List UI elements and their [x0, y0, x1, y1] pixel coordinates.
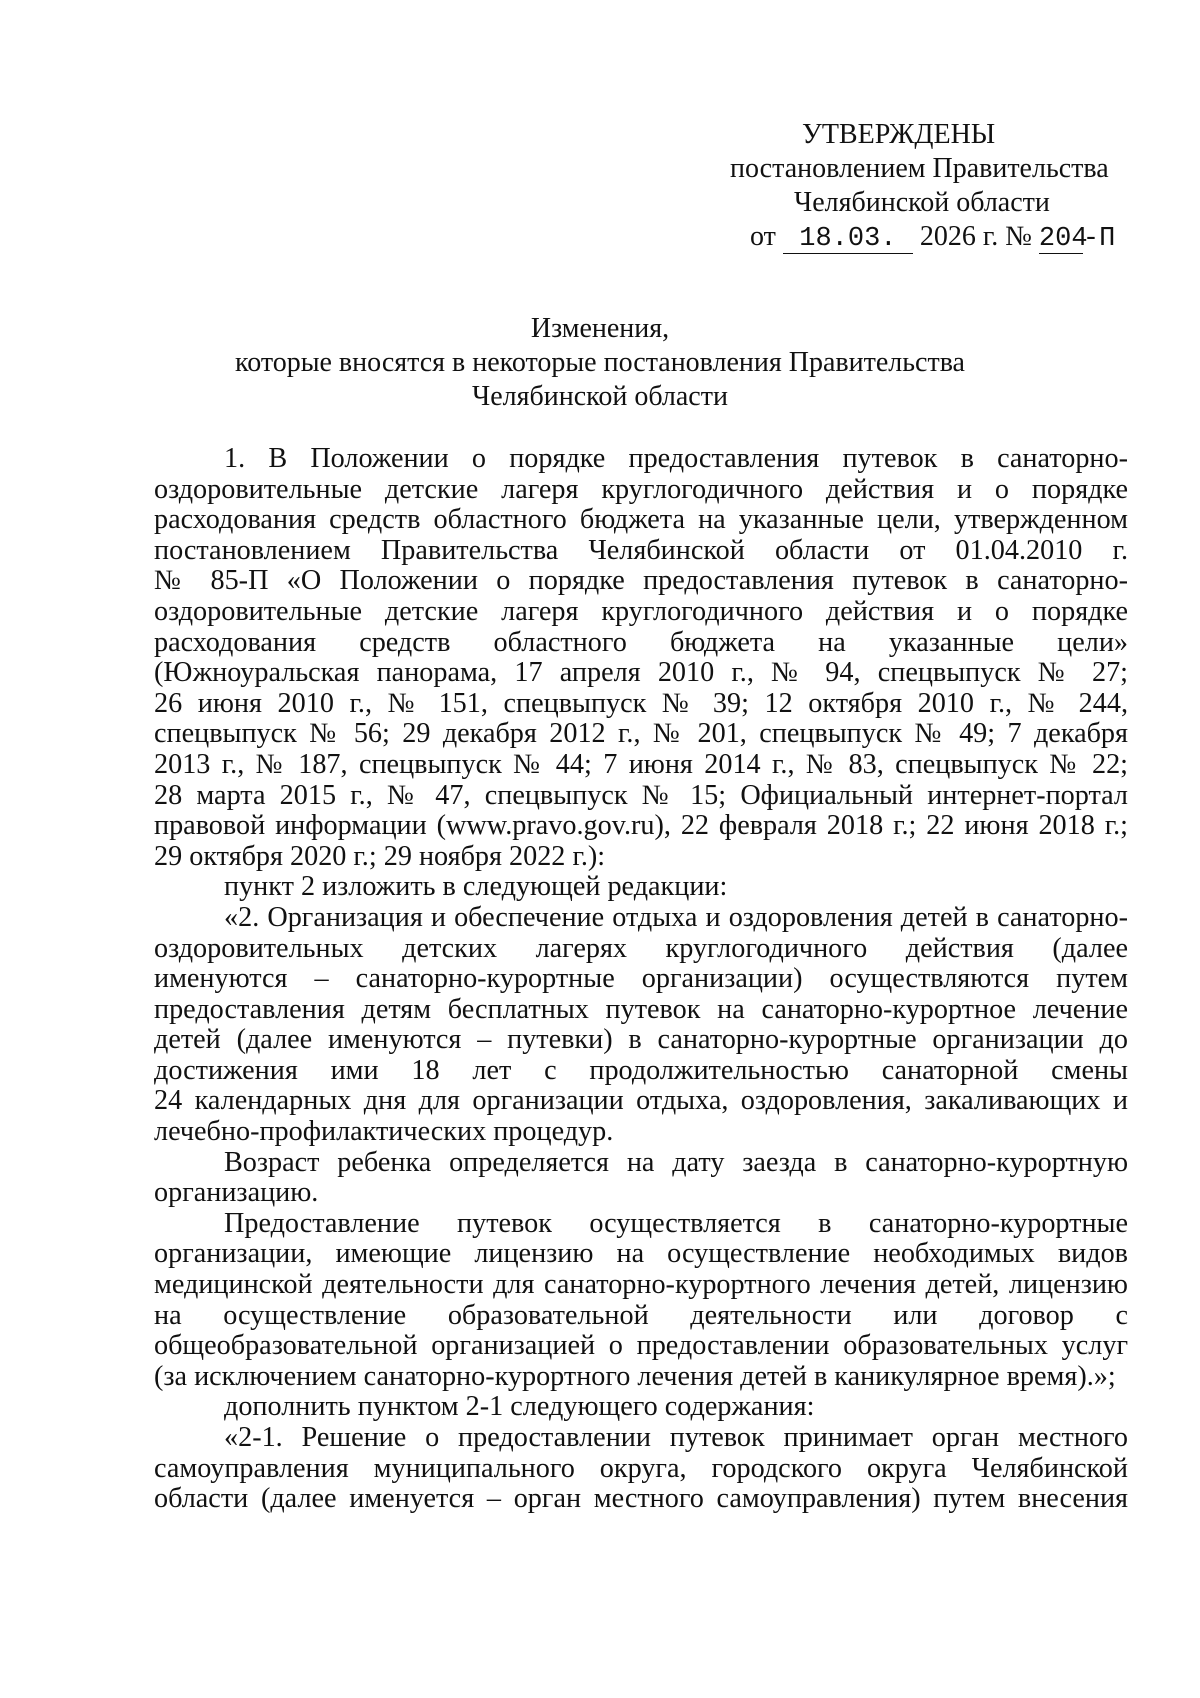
body-line: 2013 г., № 187, спецвыпуск № 44; 7 июня 2014 г., № 83, спецвыпуск № 22; [154, 748, 1128, 780]
body-line: предоставления детям бесплатных путевок на санаторно-курортное лечение [154, 993, 1128, 1025]
body-line: Возраст ребенка определяется на дату заезда в санаторно-курортную [224, 1146, 1128, 1178]
body-line: спецвыпуск № 56; 29 декабря 2012 г., № 201, спецвыпуск № 49; 7 декабря [154, 718, 1128, 750]
body-line: расходования средств областного бюджета на указанные цели» [154, 626, 1128, 658]
body-line: лечебно-профилактических процедур. [154, 1116, 614, 1148]
body-line: (за исключением санаторно-курортного лечения детей в каникулярное время).»; [154, 1360, 1116, 1392]
title-line-2: которые вносятся в некоторые постановления Правительства [235, 347, 965, 378]
document-title [150, 312, 1050, 414]
body-line: 26 июня 2010 г., № 151, спецвыпуск № 39; 12 октября 2010 г., № 244, [154, 687, 1128, 719]
body-line: 24 календарных дня для организации отдыха, оздоровления, закаливающих и [154, 1085, 1128, 1117]
body-line: дополнить пунктом 2-1 следующего содержания: [224, 1391, 815, 1423]
title-line-1: Изменения, [530, 313, 670, 344]
approval-line-region: Челябинской области [794, 187, 1050, 218]
body-line: достижения ими 18 лет с продолжительностью санаторной смены [154, 1054, 1128, 1086]
body-line: именуются – санаторно-курортные организации) осуществляются путем [154, 963, 1128, 995]
body-line: 29 октября 2020 г.; 29 ноября 2022 г.): [154, 840, 606, 872]
number-suffix: -П [1082, 224, 1116, 254]
approval-heading: УТВЕРЖДЕНЫ [802, 119, 996, 150]
body-line: на осуществление образовательной деятельности или договор с [154, 1299, 1128, 1331]
approval-line-resolution: постановлением Правительства [730, 153, 1109, 184]
body-line: № 85-П «О Положении о порядке предоставления путевок в санаторно- [154, 565, 1128, 597]
date-field: 18.03. [783, 225, 913, 254]
document-body [154, 444, 1128, 1515]
body-line: (Южноуральская панорама, 17 апреля 2010 г., № 94, спецвыпуск № 27; [154, 657, 1128, 689]
body-line: пункт 2 изложить в следующей редакции: [224, 871, 728, 903]
number-field: 204 [1038, 224, 1088, 254]
approval-date-number-line [690, 220, 1160, 254]
from-label: от [750, 221, 776, 252]
body-line: самоуправления муниципального округа, городского округа Челябинской [154, 1452, 1128, 1484]
body-line: области (далее именуется – орган местного самоуправления) путем внесения [154, 1483, 1128, 1515]
body-line: правовой информации (www.pravo.gov.ru), 22 февраля 2018 г.; 22 июня 2018 г.; [154, 810, 1128, 842]
body-line: организацию. [154, 1177, 319, 1209]
body-line: Предоставление путевок осуществляется в санаторно-курортные [224, 1207, 1128, 1239]
body-line: общеобразовательной организацией о предоставлении образовательных услуг [154, 1330, 1128, 1362]
body-line: 1. В Положении о порядке предоставления путевок в санаторно- [224, 443, 1128, 474]
body-line: медицинской деятельности для санаторно-курортного лечения детей, лицензию [154, 1269, 1128, 1301]
body-line: постановлением Правительства Челябинской области от 01.04.2010 г. [154, 534, 1128, 566]
title-line-3: Челябинской области [472, 381, 728, 412]
body-line: оздоровительные детские лагеря круглогодичного действия и о порядке [154, 595, 1128, 627]
body-line: оздоровительные детские лагеря круглогодичного действия и о порядке [154, 473, 1128, 505]
year-number-label: 2026 г. № [919, 221, 1032, 252]
body-line: 28 марта 2015 г., № 47, спецвыпуск № 15; Официальный интернет-портал [154, 779, 1128, 811]
body-line: оздоровительных детских лагерях круглогодичного действия (далее [154, 932, 1128, 964]
body-line: «2. Организация и обеспечение отдыха и оздоровления детей в санаторно- [224, 901, 1128, 933]
body-line: «2-1. Решение о предоставлении путевок принимает орган местного [224, 1422, 1128, 1453]
body-line: организации, имеющие лицензию на осуществление необходимых видов [154, 1238, 1128, 1270]
approval-stamp [690, 118, 1160, 254]
body-line: детей (далее именуются – путевки) в санаторно-курортные организации до [154, 1024, 1128, 1056]
body-line: расходования средств областного бюджета на указанные цели, утвержденном [154, 504, 1128, 536]
